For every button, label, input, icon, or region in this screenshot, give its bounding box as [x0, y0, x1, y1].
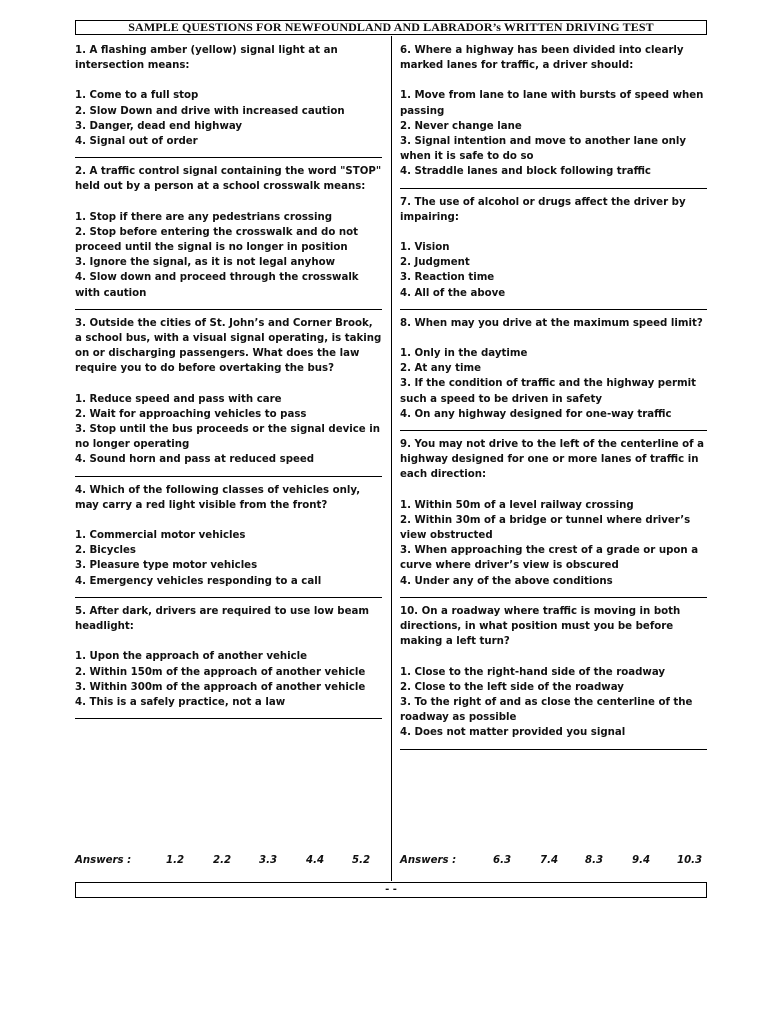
answer-option: 3. Reaction time — [400, 272, 495, 284]
answer-option: 2. At any time — [400, 363, 482, 375]
page-title: SAMPLE QUESTIONS FOR NEWFOUNDLAND AND LABRADOR’s WRITTEN DRIVING TEST — [75, 20, 707, 35]
question-stem: 10. On a roadway where traffic is moving in both directions, in what position must you be before making a left turn? — [400, 605, 681, 648]
question-separator — [75, 157, 382, 158]
question-separator — [75, 718, 382, 719]
answers-label: Answers : — [75, 855, 132, 866]
answer-option: 3. If the condition of traffic and the highway permit such a speed to be driven in safety — [400, 378, 696, 405]
question-separator — [400, 309, 707, 310]
question-stem: 3. Outside the cities of St. John’s and Corner Brook, a school bus, with a visual signal operating, is taking on or discharging passengers. What does the law require you to do before overtaking the bus? — [75, 317, 382, 375]
answer-option: 1. Come to a full stop — [75, 90, 199, 102]
answer-option: 4. Straddle lanes and block following traffic — [400, 166, 651, 178]
answer-option: 4. Slow down and proceed through the crosswalk with caution — [75, 272, 359, 299]
answer-option: 3. Ignore the signal, as it is not legal anyhow — [75, 257, 335, 269]
answer-option: 2. Close to the left side of the roadway — [400, 681, 624, 693]
question-stem: 1. A flashing amber (yellow) signal light at an intersection means: — [75, 45, 338, 72]
answer-value: 3.3 — [259, 855, 278, 866]
question-block — [400, 316, 707, 431]
answer-value: 7.4 — [540, 855, 559, 866]
answer-value: 2.2 — [213, 855, 232, 866]
column-divider — [391, 36, 392, 881]
answer-value: 5.2 — [352, 855, 371, 866]
answer-value: 8.3 — [585, 855, 604, 866]
answer-option: 3. Signal intention and move to another lane only when it is safe to do so — [400, 136, 687, 163]
question-block — [75, 604, 382, 719]
answer-option: 4. This is a safely practice, not a law — [75, 696, 286, 708]
answer-option: 4. Emergency vehicles responding to a call — [75, 575, 322, 587]
answer-option: 3. To the right of and as close the centerline of the roadway as possible — [400, 696, 693, 724]
question-block — [400, 604, 707, 750]
answer-option: 1. Upon the approach of another vehicle — [75, 651, 308, 663]
answer-option: 4. Signal out of order — [75, 136, 198, 148]
question-block — [75, 164, 382, 310]
answer-option: 2. Never change lane — [400, 120, 522, 132]
answer-option: 1. Within 50m of a level railway crossing — [400, 499, 634, 511]
question-block — [75, 316, 382, 477]
question-block — [400, 195, 707, 310]
answer-option: 3. Stop until the bus proceeds or the signal device in no longer operating — [75, 424, 381, 451]
answer-value: 6.3 — [493, 855, 512, 866]
answer-option: 2. Stop before entering the crosswalk and do not proceed until the signal is no longer in position — [75, 226, 359, 254]
question-stem: 9. You may not drive to the left of the centerline of a highway designed for one or more lanes of traffic in each direction: — [400, 439, 705, 481]
answer-value: 10.3 — [677, 855, 703, 866]
answer-option: 4. Under any of the above conditions — [400, 575, 613, 587]
question-block — [75, 43, 382, 158]
answer-option: 1. Only in the daytime — [400, 348, 528, 360]
question-stem: 6. Where a highway has been divided into clearly marked lanes for traffic, a driver should: — [400, 45, 684, 72]
question-block — [400, 437, 707, 598]
question-stem: 5. After dark, drivers are required to use low beam headlight: — [75, 605, 369, 633]
answer-option: 3. Pleasure type motor vehicles — [75, 560, 258, 572]
answer-option: 1. Vision — [400, 242, 450, 254]
question-separator — [75, 309, 382, 310]
answer-option: 2. Wait for approaching vehicles to pass — [75, 408, 307, 420]
left-question-column — [75, 43, 382, 725]
question-stem: 4. Which of the following classes of vehicles only, may carry a red light visible from the front? — [75, 484, 361, 511]
question-separator — [400, 749, 707, 750]
question-block — [400, 43, 707, 189]
answer-option: 2. Within 150m of the approach of another vehicle — [75, 666, 366, 678]
answer-option: 2. Slow Down and drive with increased caution — [75, 105, 345, 117]
answer-option: 1. Move from lane to lane with bursts of speed when passing — [400, 90, 704, 117]
answer-option: 1. Commercial motor vehicles — [75, 530, 246, 542]
answer-option: 2. Bicycles — [75, 545, 136, 557]
answer-option: 2. Judgment — [400, 257, 470, 269]
answer-option: 4. All of the above — [400, 287, 506, 299]
answer-option: 2. Within 30m of a bridge or tunnel where driver’s view obstructed — [400, 514, 691, 542]
answer-option: 1. Close to the right-hand side of the roadway — [400, 666, 666, 678]
answer-option: 4. Does not matter provided you signal — [400, 727, 626, 739]
question-stem: 8. When may you drive at the maximum speed limit? — [400, 317, 703, 329]
answer-option: 3. Danger, dead end highway — [75, 120, 243, 132]
question-separator — [400, 430, 707, 431]
answer-option: 3. Within 300m of the approach of another vehicle — [75, 681, 366, 693]
answer-value: 9.4 — [632, 855, 651, 866]
answer-value: 4.4 — [306, 855, 325, 866]
answer-option: 1. Reduce speed and pass with care — [75, 393, 282, 405]
question-separator — [400, 597, 707, 598]
question-separator — [75, 597, 382, 598]
question-separator — [75, 476, 382, 477]
answers-label: Answers : — [400, 855, 457, 866]
question-separator — [400, 188, 707, 189]
question-block — [75, 483, 382, 598]
answer-option: 3. When approaching the crest of a grade or upon a curve where driver’s view is obscured — [400, 545, 699, 572]
question-stem: 2. A traffic control signal containing the word "STOP" held out by a person at a school crosswalk means: — [75, 166, 382, 193]
answer-value: 1.2 — [166, 855, 185, 866]
answer-option: 4. Sound horn and pass at reduced speed — [75, 454, 315, 466]
question-stem: 7. The use of alcohol or drugs affect the driver by impairing: — [400, 196, 686, 223]
page-footer: - - — [75, 882, 707, 898]
answer-option: 1. Stop if there are any pedestrians crossing — [75, 211, 333, 223]
answer-option: 4. On any highway designed for one-way traffic — [400, 408, 672, 420]
right-question-column — [400, 43, 707, 756]
